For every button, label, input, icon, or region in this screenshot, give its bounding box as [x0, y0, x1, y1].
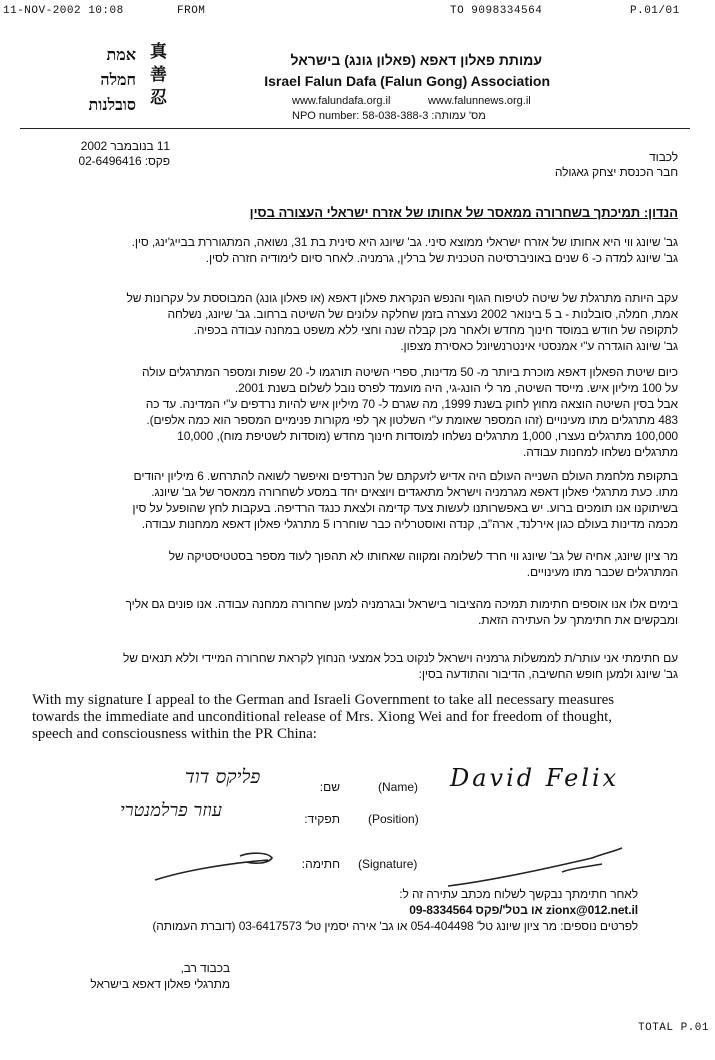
value-truth: אמת — [106, 45, 136, 64]
paragraph-line: גב' שיונג הוגדרה ע"י אמנסטי אינטרנשיונל כאסירת מצפון. — [400, 339, 678, 353]
website-link[interactable]: www.falunnews.org.il — [428, 95, 531, 107]
paragraph-line: בתקופת מלחמת העולם השנייה העולם היה אדיש לזעקתם של הנרדפים ואיפשר לשואה להתרחש. 6 מיליון יהודים — [133, 469, 678, 483]
paragraph-line: מתרגלים נשלחו למחנות עבודה. — [522, 445, 678, 459]
body-paragraph — [22, 596, 678, 628]
paragraph-line: עקב היותה מתרגלת של שיטה לטיפוח הגוף והנפש הנקראת פאלון דאפא (או פאלון גונג) המבוססת על עקרונות של — [126, 291, 678, 305]
handwritten-signature-hebrew — [150, 846, 290, 888]
seal-char: 忍 — [150, 88, 167, 108]
letter-subject: הנדון: תמיכתך בשחרורה ממאסר של אחותו של אזרח ישראלי העצורה בסין — [249, 205, 678, 220]
paragraph-line: מתו. כעת מתרגלי פאלון דאפא מגרמניה וישראל מתאגדים ויוצאים יחד במסע לשחרורה ממאסר של גב' שיונג. — [151, 485, 678, 499]
paragraph-line: מר ציון שיונג, אחיה של גב' שיונג ווי חרד לשלומה ומקווה שאחותו לא תהפוך לעוד מספר בסטטיסטיקה של — [168, 549, 678, 563]
value-compassion: חמלה — [100, 70, 136, 89]
closing-signoff: מתרגלי פאלון דאפא בישראל — [90, 977, 230, 991]
addressee-honorific: לכבוד — [649, 150, 678, 164]
paragraph-line: אבל בסין השיטה הוצאה מחוץ לחוק בשנת 1999, מה שגרם ל- 70 מיליון איש להיות נרדפים ע"י המדינה. עד כה — [145, 397, 678, 411]
body-paragraph — [22, 650, 678, 682]
paragraph-line: כיום שיטת הפאלון דאפא מוכרת ביותר מ- 50 מדינות, ספרי השיטה תורגמו ל- 20 שפות ומספר המתרגלים עולה — [142, 365, 678, 379]
name-label-hebrew: שם: — [319, 780, 340, 794]
seal-char: 善 — [150, 65, 167, 85]
seal-char: 真 — [150, 42, 167, 62]
fax-from: FROM — [177, 5, 206, 17]
letter-date: 11 בנובמבר 2002 — [80, 139, 170, 153]
english-appeal — [32, 692, 692, 743]
paragraph-line: על 100 מיליון איש. מייסד השיטה, מר לי הונג-גי, היה מועמד לפרס נובל לשלום בשנת 2001. — [234, 381, 678, 395]
name-label-english: (Name) — [378, 780, 419, 794]
seal-logo — [150, 44, 167, 107]
body-paragraph — [22, 234, 678, 266]
paragraph-line: 100,000 מתרגלים נעצרו, 1,000 מתרגלים נשלחו למוסדות חינוך מחדש (מוסדות לשטיפת מוח), 10,000 — [177, 429, 678, 443]
addressee-name: חבר הכנסת יצחק גאגולה — [554, 165, 678, 179]
paragraph-line: מכמה מדינות בעולם כגון אירלנד, ארה"ב, קנדה ואוסטרליה כבר שוחררו 5 מתרגלי פאלון דאפא ממחנות עבודה. — [141, 517, 678, 531]
fax-to: TO 9098334564 — [450, 5, 543, 17]
paragraph-line: גב' שיונג ווי היא אחותו של אזרח ישראלי ממוצא סיני. גב' שיונג היא סינית בת 31, נשואה, המתגוררת בבייג'ינג, סין. — [131, 235, 678, 249]
position-label-hebrew: תפקיד: — [304, 812, 340, 826]
value-tolerance: סובלנות — [88, 95, 136, 114]
paragraph-line: המתרגלים שכבר מתו מעינויים. — [526, 565, 678, 579]
fax-datetime: 11-NOV-2002 10:08 — [3, 5, 124, 17]
npo-number: NPO number: 58-038-388-3 :מס' עמותה — [292, 110, 486, 122]
org-name-english: Israel Falun Dafa (Falun Gong) Association — [264, 73, 550, 89]
handwritten-name-hebrew: פליקס דוד — [185, 766, 261, 788]
website-link[interactable]: www.falundafa.org.il — [292, 95, 391, 107]
appeal-line: towards the immediate and unconditional release of Mrs. Xiong Wei and for freedom of thought, — [32, 709, 613, 725]
paragraph-line: לתקופה של חודש במוסד חינוך מחדש ולאחר מכן קבלה שנה וחצי ללא משפט במחנה עבודה בכפיה. — [193, 323, 678, 337]
paragraph-line: אמת, חמלה, סובלנות - ב 5 בינואר 2002 נעצרה בזמן שחלקה עלונים של השיטה ברחוב. גב' שיונג, נשלחה — [167, 307, 678, 321]
contact-details: לפרטים נוספים: מר ציון שיונג טל' 054-404498 או גב' אירה יסמין טל' 03-6417573 (דוברת העמותה) — [152, 919, 638, 933]
signature-label-english: (Signature) — [358, 857, 418, 871]
handwritten-signature — [442, 842, 642, 892]
closing-regards: בכבוד רב, — [180, 961, 230, 975]
paragraph-line: ומבקשים את חתימתך על העתירה הזאת. — [477, 613, 678, 627]
body-paragraph — [22, 364, 678, 460]
paragraph-line: בימים אלו אנו אוספים חתימות תמיכה מהציבור בישראל ובגרמניה למען שחרורה ממחנה עבודה. אנו פונים גם אליך — [125, 597, 678, 611]
body-paragraph — [22, 290, 678, 354]
send-instructions: לאחר חתימתך נבקשך לשלוח מכתב עתירה זה ל: — [399, 887, 638, 901]
body-paragraph — [22, 548, 678, 580]
paragraph-line: 483 מתרגלים מתו מעינויים (זהו המספר שאומת ע"י השלטון אך לפי מקורות פנימיים המספר הוא כמה אלפים). — [146, 413, 678, 427]
paragraph-line: גב' שיונג למדה כ- 6 שנים באוניברסיטה הטכנית של ברלין, גרמניה. לאחר סיום לימודיה חזרה לסין. — [205, 251, 678, 265]
appeal-line: speech and consciousness within the PR China: — [32, 726, 317, 742]
paragraph-line: בשיתוקנו אנו תומכים ברוע. יש באפשרותנו לעשות צעד קדימה ולצאת כנגד הרדיפה. בעקבות לחץ שהופעל על סין — [132, 501, 678, 515]
position-label-english: (Position) — [368, 812, 419, 826]
fax-total-pages: TOTAL P.01 — [638, 1022, 710, 1034]
paragraph-line: עם חתימתי אני עותר/ת לממשלות גרמניה וישראל לנקוט בכל אמצעי הנחוץ לקראת שחרורה המיידי וללא תנאים של — [122, 651, 678, 665]
fax-page: P.01/01 — [630, 5, 680, 17]
values-list — [30, 42, 136, 117]
body-paragraph — [22, 468, 678, 532]
org-name-hebrew: עמותת פאלון דאפא (פאלון גונג) בישראל — [290, 52, 542, 68]
contact-email-fax[interactable]: zionx@012.net.il או בטל'/פקס 09-8334564 — [409, 903, 638, 917]
handwritten-position: עוזר פרלמנטרי — [120, 800, 223, 821]
appeal-line: With my signature I appeal to the German and Israeli Government to take all necessary measures — [32, 692, 615, 708]
signature-label-hebrew: חתימה: — [301, 857, 340, 871]
paragraph-line: גב' שיונג ולמען חופש החשיבה, הדיבור והתודעה בסין: — [418, 667, 678, 681]
letter-fax: פקס: 02-6496416 — [78, 154, 170, 168]
header-divider — [20, 128, 690, 129]
handwritten-name-english: David Felix — [450, 764, 620, 792]
